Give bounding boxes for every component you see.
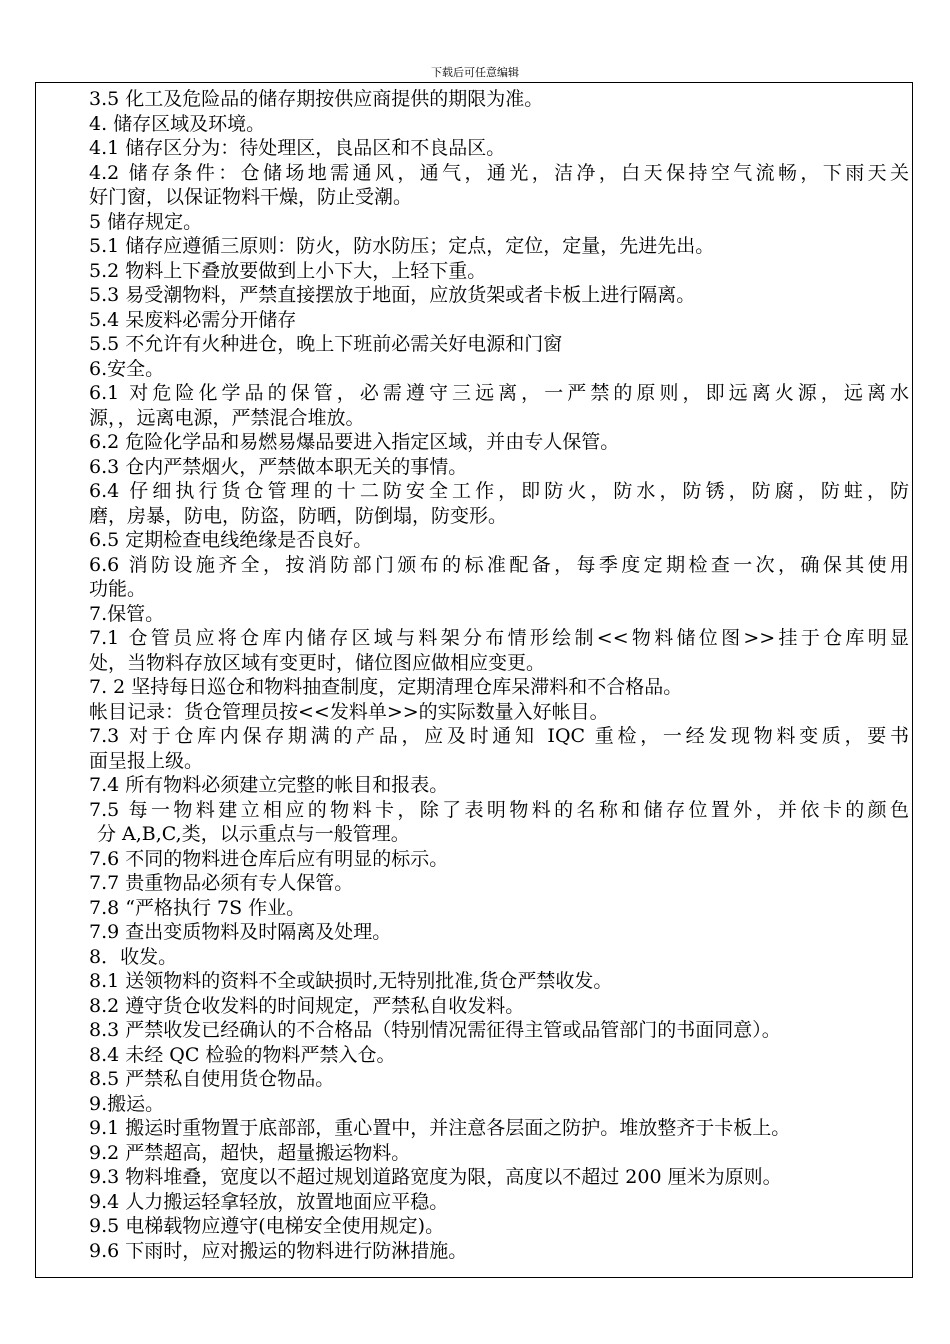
document-line: 5.2 物料上下叠放要做到上小下大，上轻下重。 <box>89 259 487 282</box>
document-line: 8.4 未经 QC 检验的物料严禁入仓。 <box>89 1043 396 1066</box>
document-line: 分 A,B,C,类，以示重点与一般管理。 <box>97 823 410 845</box>
document-line: 4. 储存区域及环境。 <box>89 112 266 135</box>
document-line: 磨，房暴，防电，防盗，防晒，防倒塌，防变形。 <box>89 504 508 527</box>
document-line: 7.保管。 <box>89 602 165 625</box>
document-line: 9.2 严禁超高，超快，超量搬运物料。 <box>89 1141 411 1164</box>
document-line: 7.3 对于仓库内保存期满的产品，应及时通知 IQC 重检，一经发现物料变质，要书 <box>89 725 909 747</box>
document-line: 9.5 电梯载物应遵守(电梯安全使用规定)。 <box>89 1215 445 1237</box>
content-box <box>35 82 913 1278</box>
document-line: 9.4 人力搬运轻拿轻放，放置地面应平稳。 <box>89 1190 449 1213</box>
document-line: 7.6 不同的物料进仓库后应有明显的标示。 <box>89 847 449 870</box>
document-line: 6.2 危险化学品和易燃易爆品要进入指定区域，并由专人保管。 <box>89 431 620 453</box>
document-line: 6.3 仓内严禁烟火，严禁做本职无关的事情。 <box>89 455 468 478</box>
document-line: 6.5 定期检查电线绝缘是否良好。 <box>89 529 373 551</box>
document-line: 6.6 消防设施齐全，按消防部门颁布的标准配备，每季度定期检查一次，确保其使用 <box>89 553 909 576</box>
document-line: 7.4 所有物料必须建立完整的帐目和报表。 <box>89 774 449 796</box>
document-line: 9.1 搬运时重物置于底部部，重心置中，并注意各层面之防护。堆放整齐于卡板上。 <box>89 1117 791 1139</box>
document-line: 7.7 贵重物品必须有专人保管。 <box>89 872 354 894</box>
document-line: 7.8 “严格执行 7S 作业。 <box>89 896 306 919</box>
document-line: 7. 2 坚持每日巡仓和物料抽查制度，定期清理仓库呆滞料和不合格品。 <box>89 676 683 698</box>
document-line: 处，当物料存放区域有变更时，储位图应做相应变更。 <box>89 651 546 674</box>
document-line: 9.6 下雨时，应对搬运的物料进行防淋措施。 <box>89 1239 468 1262</box>
document-line: 功能。 <box>89 578 147 600</box>
document-line: 8.2 遵守货仓收发料的时间规定，严禁私自收发料。 <box>89 994 525 1017</box>
document-line: 5.4 呆废料必需分开储存 <box>89 308 297 331</box>
document-line: 5.5 不允许有火种进仓，晚上下班前必需关好电源和门窗 <box>89 333 563 355</box>
page-header: 下载后可任意编辑 <box>431 66 519 79</box>
document-line: 9.3 物料堆叠，宽度以不超过规划道路宽度为限，高度以不超过 200 厘米为原则。 <box>89 1166 782 1188</box>
document-line: 4.2 储存条件：仓储场地需通风，通气，通光，洁净，白天保持空气流畅，下雨天关 <box>89 161 909 184</box>
document-line: 7.5 每一物料建立相应的物料卡，除了表明物料的名称和储存位置外，并依卡的颜色 <box>89 798 909 821</box>
document-line: 8.5 严禁私自使用货仓物品。 <box>89 1068 335 1090</box>
document-line: 面呈报上级。 <box>89 749 204 772</box>
document-line: 好门窗，以保证物料干燥，防止受潮。 <box>89 186 413 208</box>
document-line: 8.3 严禁收发已经确认的不合格品（特别情况需征得主管或品管部门的书面同意）。 <box>89 1019 781 1041</box>
document-line: 9.搬运。 <box>89 1092 165 1115</box>
document-line: 3.5 化工及危险品的储存期按供应商提供的期限为准。 <box>89 88 544 110</box>
document-line: 5.3 易受潮物料，严禁直接摆放于地面，应放货架或者卡板上进行隔离。 <box>89 284 696 306</box>
document-line: 8．收发。 <box>89 945 178 968</box>
document-line: 6.4 仔细执行货仓管理的十二防安全工作，即防火，防水，防锈，防腐，防蛀，防 <box>89 480 909 502</box>
document-line: 7.1 仓管员应将仓库内储存区域与料架分布情形绘制<<物料储位图>>挂于仓库明显 <box>89 627 909 649</box>
document-line: 5.1 储存应遵循三原则：防火，防水防压；定点，定位，定量，先进先出。 <box>89 235 715 257</box>
document-line: 帐目记录：货仓管理员按<<发料单>>的实际数量入好帐目。 <box>89 700 609 723</box>
document-line: 6.安全。 <box>89 357 165 380</box>
document-line: 7.9 查出变质物料及时隔离及处理。 <box>89 921 392 943</box>
document-line: 8.1 送领物料的资料不全或缺损时,无特别批准,货仓严禁收发。 <box>89 970 613 992</box>
document-line: 源，，远离电源，严禁混合堆放。 <box>89 406 365 429</box>
document-lines <box>89 87 909 1263</box>
document-line: 5 储存规定。 <box>89 210 203 233</box>
document-line: 6.1 对危险化学品的保管，必需遵守三远离，一严禁的原则，即远离火源，远离水 <box>89 382 909 404</box>
document-line: 4.1 储存区分为：待处理区，良品区和不良品区。 <box>89 137 506 159</box>
